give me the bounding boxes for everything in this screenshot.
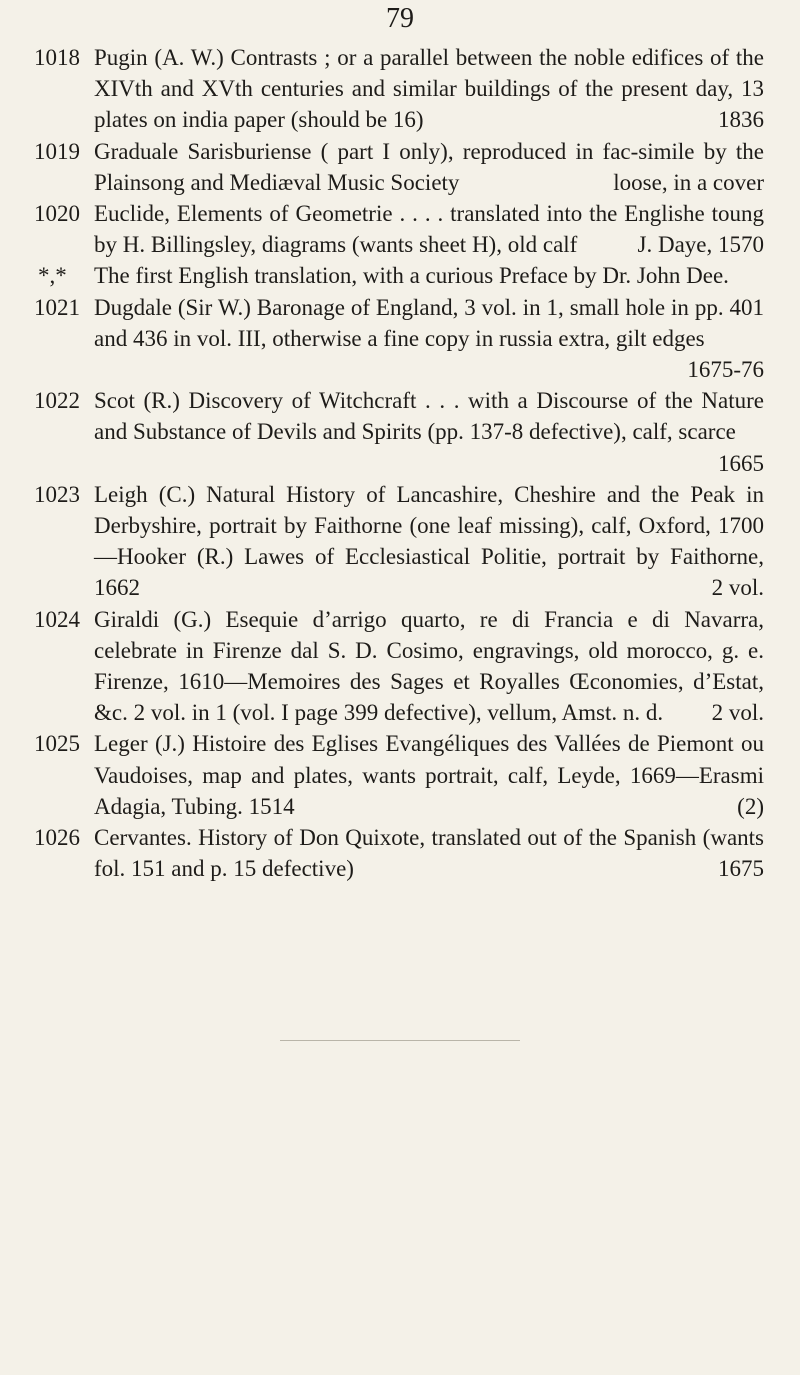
note-text: The first English translation, with a curious Preface by Dr. John Dee. <box>94 263 729 289</box>
lot-number: 1023 <box>34 481 80 507</box>
entry-text: Scot (R.) Discovery of Witchcraft . . . with a Discourse of the Nature and Substance of Devils and Spirits (pp. 137-8 defective), calf, scarce 1665 <box>94 385 764 447</box>
entry-date: (2) <box>737 793 764 819</box>
entry-date: J. Daye, 1570 <box>637 232 764 258</box>
lot-number: 1019 <box>34 138 80 164</box>
entry-text: Dugdale (Sir W.) Baronage of England, 3 vol. in 1, small hole in pp. 401 and 436 in vol. III, otherwise a fine copy in russia extra, gilt edges 1675-76 <box>94 292 764 354</box>
lot-number: 1024 <box>34 606 80 632</box>
catalogue-entry <box>0 292 764 386</box>
catalogue-entry <box>0 604 764 729</box>
catalogue-entry <box>0 198 764 260</box>
catalogue-entry <box>0 136 764 198</box>
catalogue-entry <box>0 385 764 479</box>
entry-date: 1675-76 <box>687 357 764 383</box>
divider-rule <box>280 1040 520 1041</box>
entry-date: 2 vol. <box>711 575 764 601</box>
entry-text: Cervantes. History of Don Quixote, translated out of the Spanish (wants fol. 151 and p. 15 defective) 1675 <box>94 822 764 884</box>
lot-number: 1018 <box>34 45 80 70</box>
lot-number: 1022 <box>34 388 80 414</box>
note-marker: *,* <box>38 263 67 289</box>
catalogue-entry <box>0 728 764 822</box>
entry-date: loose, in a cover <box>613 169 764 195</box>
entry-date: 1665 <box>718 450 764 476</box>
catalogue-entry <box>0 42 764 136</box>
lot-number: 1025 <box>34 731 80 757</box>
lot-number: 1026 <box>34 825 80 851</box>
entry-text: Leger (J.) Histoire des Eglises Evangéliques des Vallées de Piemont ou Vaudoises, map and plates, wants portrait, calf, Leyde, 1669—Erasmi Adagia, Tubing. 1514 (2) <box>94 728 764 822</box>
entry-text: Euclide, Elements of Geometrie . . . . translated into the Englishe toung by H. Billingsley, diagrams (wants sheet H), old calf J. Daye, 1570 <box>94 198 764 260</box>
entry-text: Giraldi (G.) Esequie d’arrigo quarto, re di Francia e di Navarra, celebrate in Firenze dal S. D. Cosimo, engravings, old morocco, g. e. Firenze, 1610—Memoires des Sages et Royalles Œconomies, d’Estat, &c. 2 vol. in 1 (vol. I page 399 defective), vellum, Amst. n. d. 2 vol. <box>94 604 764 729</box>
page-number: 79 <box>386 3 414 34</box>
entry-text: Pugin (A. W.) Contrasts ; or a parallel between the noble edifices of the XIVth and XVth centuries and similar buildings of the present day, 13 plates on india paper (should be 16) 1836 <box>94 42 764 136</box>
catalogue-note <box>0 260 764 291</box>
entry-date: 2 vol. <box>711 700 764 726</box>
catalogue-entry <box>0 822 764 884</box>
entry-date: 1675 <box>718 856 764 882</box>
catalogue-entries <box>0 42 800 884</box>
entry-text: Graduale Sarisburiense ( part I only), reproduced in fac-simile by the Plainsong and Mediæval Music Society loose, in a cover <box>94 136 764 198</box>
catalogue-entry <box>0 479 764 604</box>
entry-date: 1836 <box>718 107 764 133</box>
entry-text: Leigh (C.) Natural History of Lancashire, Cheshire and the Peak in Derbyshire, portrait by Faithorne (one leaf missing), calf, Oxford, 1700—Hooker (R.) Lawes of Ecclesiastical Politie, portrait by Faithorne, 1662 2 vol. <box>94 479 764 604</box>
lot-number: 1021 <box>34 294 80 320</box>
lot-number: 1020 <box>34 201 80 227</box>
